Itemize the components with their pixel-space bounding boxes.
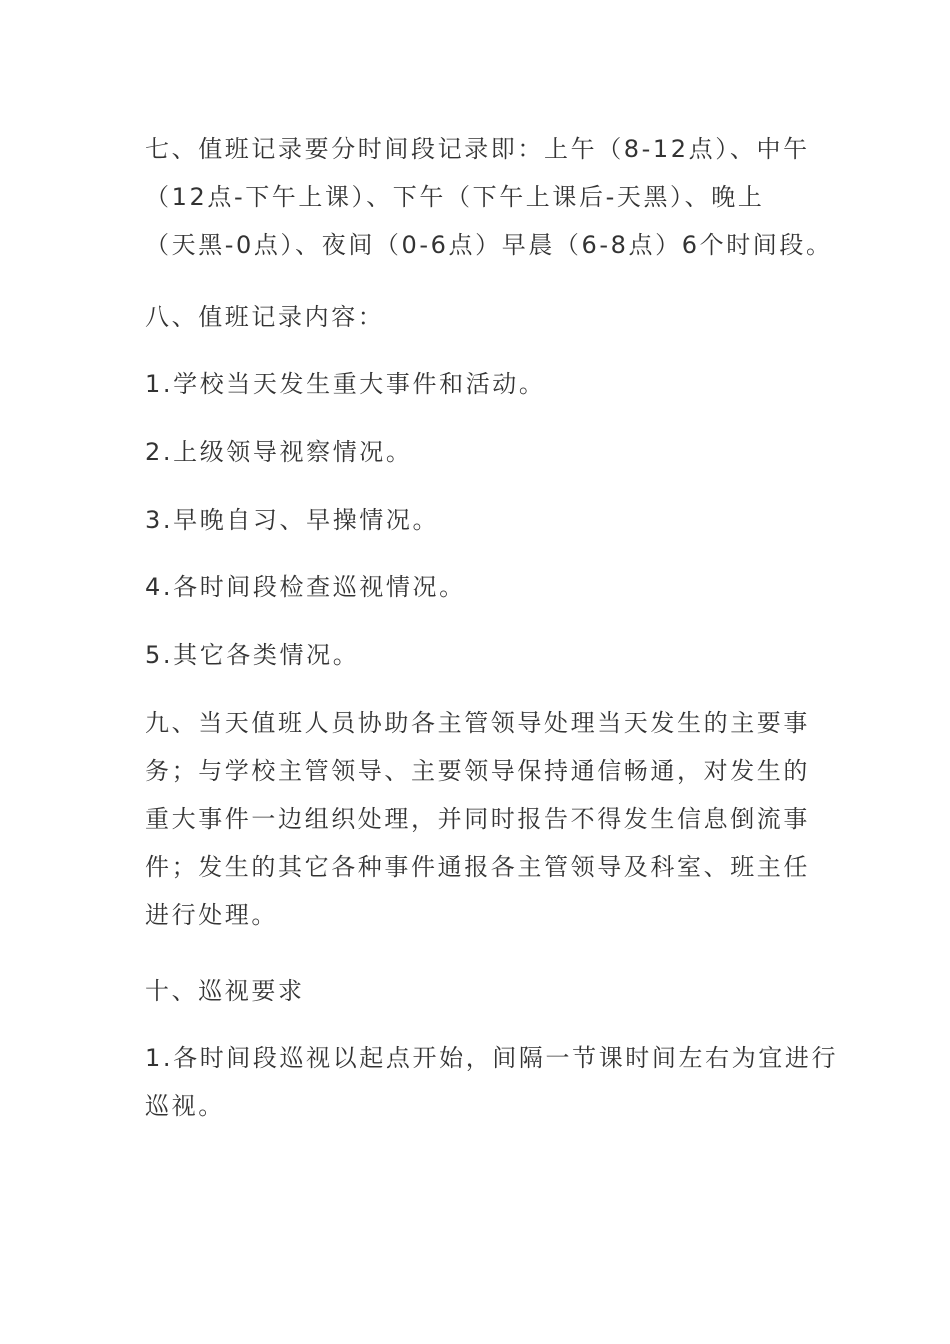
- section-8-item-1: [145, 360, 815, 408]
- section-10-item-1: [145, 1034, 839, 1130]
- section-8-item-3: [145, 496, 815, 544]
- text-line: 七、值班记录要分时间段记录即：上午（8-12点）、中午: [145, 135, 810, 163]
- section-8-item-4: [145, 563, 815, 611]
- list-item-text: 3.早晚自习、早操情况。: [145, 506, 440, 534]
- text-line: 1.各时间段巡视以起点开始，间隔一节课时间左右为宜进行: [145, 1044, 839, 1072]
- list-item-text: 4.各时间段检查巡视情况。: [145, 573, 466, 601]
- list-item-text: 1.学校当天发生重大事件和活动。: [145, 370, 546, 398]
- text-line: 进行处理。: [145, 901, 278, 929]
- list-item-text: 5.其它各类情况。: [145, 641, 360, 669]
- text-line: 件；发生的其它各种事件通报各主管领导及科室、班主任: [145, 853, 810, 881]
- text-line: 九、当天值班人员协助各主管领导处理当天发生的主要事: [145, 709, 810, 737]
- section-7-paragraph: [145, 125, 833, 269]
- section-8-item-5: [145, 631, 815, 679]
- text-line: （12点-下午上课）、下午（下午上课后-天黑）、晚上: [145, 183, 765, 211]
- heading-text: 十、巡视要求: [145, 977, 305, 1005]
- section-8-item-2: [145, 428, 815, 476]
- list-item-text: 2.上级领导视察情况。: [145, 438, 413, 466]
- text-line: 巡视。: [145, 1092, 225, 1120]
- heading-text: 八、值班记录内容：: [145, 303, 385, 331]
- section-9-paragraph: [145, 699, 815, 939]
- text-line: （天黑-0点）、夜间（0-6点）早晨（6-8点）6个时间段。: [145, 231, 833, 259]
- text-line: 务；与学校主管领导、主要领导保持通信畅通，对发生的: [145, 757, 810, 785]
- text-line: 重大事件一边组织处理，并同时报告不得发生信息倒流事: [145, 805, 810, 833]
- section-8-heading: [145, 293, 815, 341]
- section-10-heading: [145, 967, 815, 1015]
